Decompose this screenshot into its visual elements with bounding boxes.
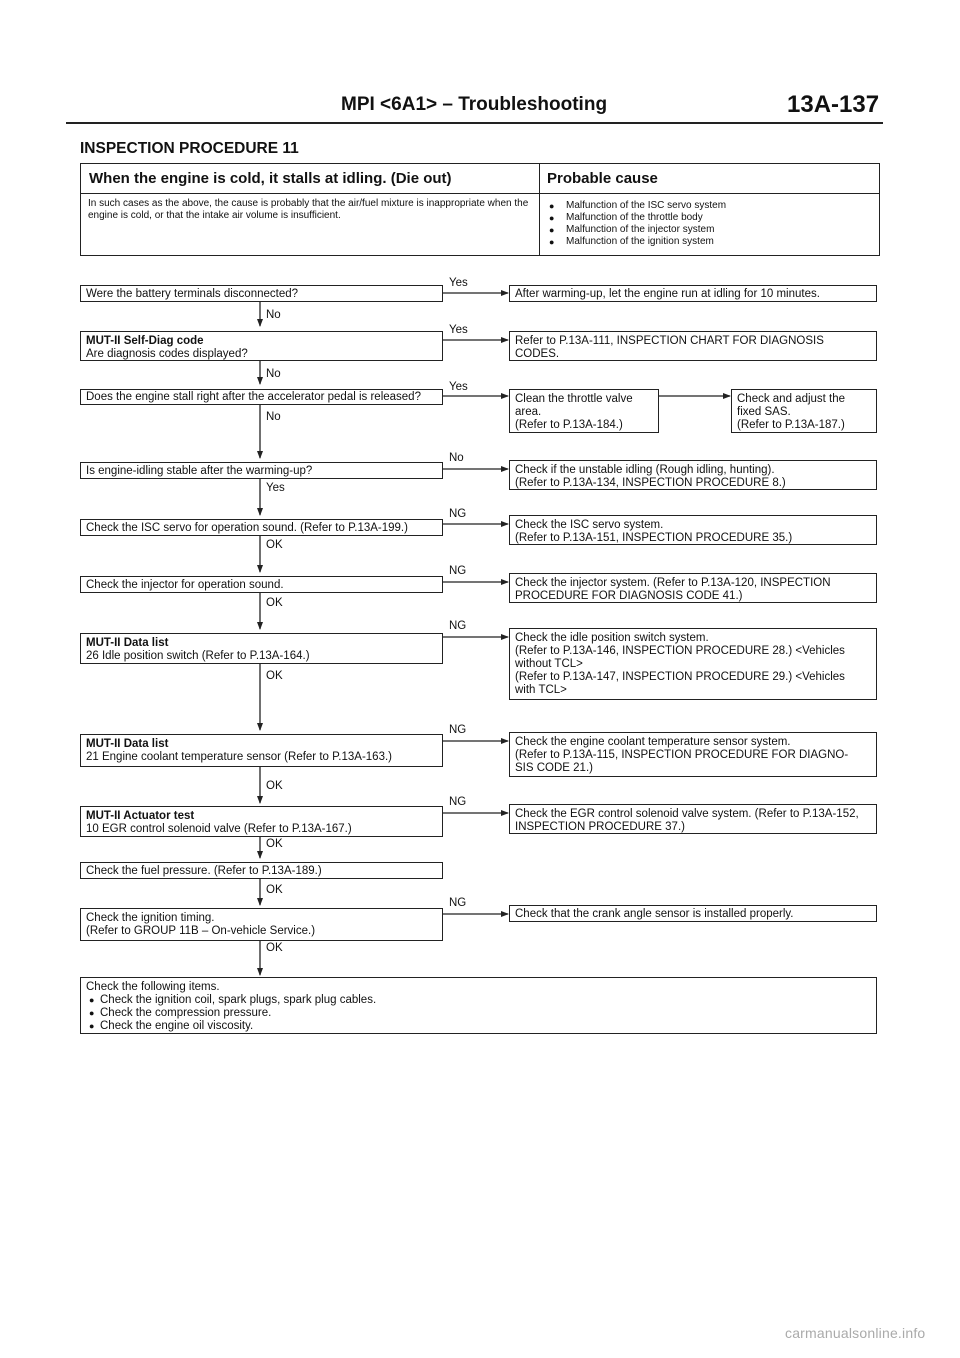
label-ok: OK (266, 838, 283, 850)
label-ng: NG (449, 897, 467, 909)
page-number: 13A-137 (787, 91, 880, 118)
cause-item: ● Malfunction of the injector system (546, 224, 873, 236)
label-ok: OK (266, 942, 283, 954)
check-fuel-pressure: Check the fuel pressure. (Refer to P.13A-189.) (80, 862, 443, 879)
final-check-items (80, 977, 877, 1034)
label-yes: Yes (449, 324, 468, 336)
label-ng: NG (449, 796, 467, 808)
check-egr-solenoid: MUT-II Actuator test 10 EGR control solenoid valve (Refer to P.13A-167.) (80, 806, 443, 837)
procedure-title: INSPECTION PROCEDURE 11 (80, 140, 299, 157)
label-ng: NG (449, 724, 467, 736)
final-intro: Check the following items. (86, 981, 220, 993)
label-yes: Yes (449, 381, 468, 393)
check-self-diag-code: MUT-II Self-Diag code Are diagnosis codes displayed? (80, 331, 443, 361)
cause-item: ● Malfunction of the ISC servo system (546, 200, 873, 212)
label-no: No (266, 368, 281, 380)
label-ok: OK (266, 780, 283, 792)
check-battery-terminals: Were the battery terminals disconnected? (80, 285, 443, 302)
result-diagnosis-chart: Refer to P.13A-111, INSPECTION CHART FOR DIAGNOSIS CODES. (509, 331, 877, 361)
final-item: ● Check the ignition coil, spark plugs, spark plug cables. (86, 994, 871, 1007)
check-accelerator-stall: Does the engine stall right after the accelerator pedal is released? (80, 389, 443, 405)
result-clean-throttle-valve: Clean the throttle valve area. (Refer to P.13A-184.) (509, 389, 659, 433)
check-idle-stability: Is engine-idling stable after the warming-up? (80, 462, 443, 479)
check-idle-position-switch: MUT-II Data list 26 Idle position switch (Refer to P.13A-164.) (80, 633, 443, 664)
result-egr-solenoid-system: Check the EGR control solenoid valve system. (Refer to P.13A-152, INSPECTION PROCEDURE 37.) (509, 804, 877, 834)
label-ng: NG (449, 620, 467, 632)
cause-item: ● Malfunction of the ignition system (546, 236, 873, 248)
header-title: MPI <6A1> – Troubleshooting (341, 94, 608, 115)
result-unstable-idling: Check if the unstable idling (Rough idling, hunting). (Refer to P.13A-134, INSPECTION PROCEDURE 8.) (509, 460, 877, 490)
final-item: ● Check the compression pressure. (86, 1007, 871, 1020)
label-yes: Yes (266, 482, 285, 494)
label-ok: OK (266, 597, 283, 609)
cause-item: ● Malfunction of the throttle body (546, 212, 873, 224)
symptom-text: In such cases as the above, the cause is probably that the air/fuel mixture is inappropriate when the engine is cold, or that the intake air volume is insufficient. (88, 198, 529, 221)
label-no: No (266, 309, 281, 321)
result-adjust-sas: Check and adjust the fixed SAS. (Refer to P.13A-187.) (731, 389, 877, 433)
label-ng: NG (449, 508, 467, 520)
final-item-list (86, 994, 871, 1033)
label-ng: NG (449, 565, 467, 577)
label-ok: OK (266, 670, 283, 682)
final-item: ● Check the engine oil viscosity. (86, 1020, 871, 1033)
result-idle-position-switch: Check the idle position switch system. (Refer to P.13A-146, INSPECTION PROCEDURE 28.) <Vehicles without TCL> (Refer to P.13A-147, INSPECTION PROCEDURE 29.) <Vehicles with TCL> (509, 628, 877, 700)
symptom-heading: When the engine is cold, it stalls at idling. (Die out) (81, 164, 539, 194)
result-injector-system: Check the injector system. (Refer to P.13A-120, INSPECTION PROCEDURE FOR DIAGNOSIS CODE 41.) (509, 573, 877, 603)
check-ignition-timing: Check the ignition timing. (Refer to GROUP 11B – On-vehicle Service.) (80, 908, 443, 941)
result-isc-servo-system: Check the ISC servo system. (Refer to P.13A-151, INSPECTION PROCEDURE 35.) (509, 515, 877, 545)
check-coolant-temp-sensor: MUT-II Data list 21 Engine coolant temperature sensor (Refer to P.13A-163.) (80, 734, 443, 767)
check-isc-servo-sound: Check the ISC servo for operation sound. (Refer to P.13A-199.) (80, 519, 443, 536)
label-ok: OK (266, 539, 283, 551)
label-yes: Yes (449, 277, 468, 289)
footer-watermark: carmanualsonline.info (785, 1325, 926, 1341)
label-ok: OK (266, 884, 283, 896)
cause-heading: Probable cause (539, 164, 879, 194)
label-no: No (449, 452, 464, 464)
result-coolant-temp-system: Check the engine coolant temperature sensor system. (Refer to P.13A-115, INSPECTION PROCEDURE FOR DIAGNO- SIS CODE 21.) (509, 732, 877, 777)
label-no: No (266, 411, 281, 423)
check-injector-sound: Check the injector for operation sound. (80, 576, 443, 593)
result-warm-up-idle: After warming-up, let the engine run at idling for 10 minutes. (509, 285, 877, 302)
result-crank-angle-sensor: Check that the crank angle sensor is installed properly. (509, 905, 877, 922)
